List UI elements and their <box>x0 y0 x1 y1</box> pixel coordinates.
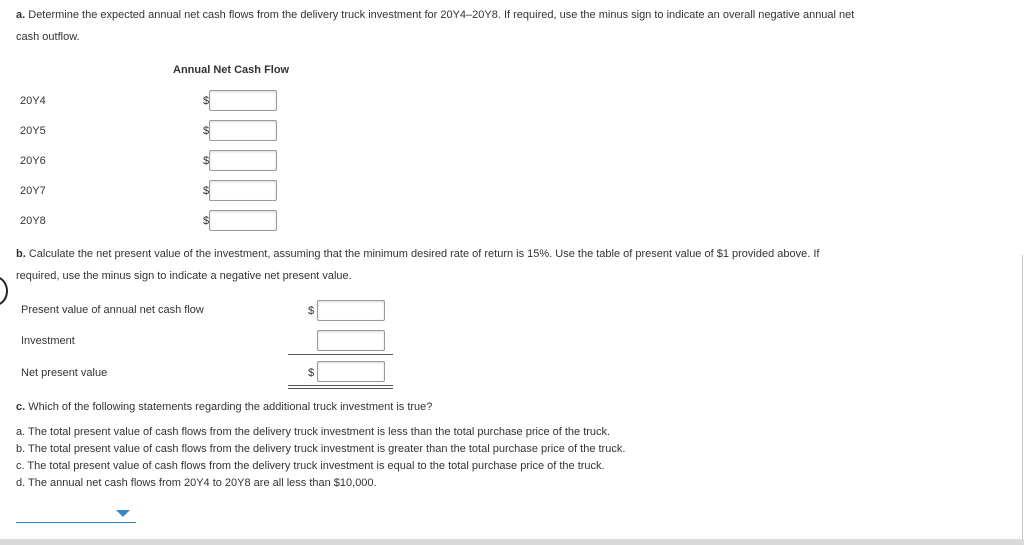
year-label-20y8: 20Y8 <box>20 215 46 227</box>
option-d <box>16 477 377 489</box>
currency-symbol: $ <box>203 215 210 227</box>
currency-symbol: $ <box>308 367 315 379</box>
right-edge-divider <box>1022 255 1023 540</box>
part-a-text-line1: Determine the expected annual net cash flows from the delivery truck investment for 20Y4–20Y8. If required, use the minus sign to indicate an overall negative annual net <box>28 9 855 21</box>
part-c-question-text: Which of the following statements regarding the additional truck investment is true? <box>28 401 433 413</box>
currency-symbol: $ <box>308 305 315 317</box>
option-text: The total present value of cash flows from the delivery truck investment is equal to the total purchase price of the truck. <box>27 460 605 472</box>
option-text: The annual net cash flows from 20Y4 to 20Y8 are all less than $10,000. <box>28 477 377 489</box>
option-letter: a. <box>16 426 26 438</box>
bottom-scrollbar[interactable] <box>0 539 1024 545</box>
part-b-instructions-line1 <box>16 243 819 265</box>
part-a-instructions-line1 <box>16 4 854 26</box>
part-a-prefix: a. <box>16 9 26 21</box>
cash-flow-input-20y8[interactable] <box>209 210 277 231</box>
investment-input[interactable] <box>317 330 385 351</box>
option-b <box>16 443 625 455</box>
cash-flow-input-20y5[interactable] <box>209 120 277 141</box>
part-b-prefix: b. <box>16 248 26 260</box>
currency-symbol: $ <box>203 125 210 137</box>
pv-annual-net-cash-flow-input[interactable] <box>317 300 385 321</box>
currency-symbol: $ <box>203 95 210 107</box>
part-b-text-line1: Calculate the net present value of the investment, assuming that the minimum desired rate of return is 15%. Use the table of present value of $1 provided above. If <box>28 248 820 260</box>
left-edge-arc <box>0 276 8 306</box>
option-c <box>16 460 605 472</box>
part-c-prefix: c. <box>16 401 26 413</box>
part-c-question <box>16 401 432 413</box>
cash-flow-input-20y4[interactable] <box>209 90 277 111</box>
annual-net-cash-flow-header: Annual Net Cash Flow <box>173 64 290 76</box>
year-label-20y7: 20Y7 <box>20 185 46 197</box>
year-label-20y5: 20Y5 <box>20 125 46 137</box>
currency-symbol: $ <box>203 185 210 197</box>
npv-input[interactable] <box>317 361 385 382</box>
option-a <box>16 426 610 438</box>
subtotal-rule <box>288 354 393 355</box>
currency-symbol: $ <box>203 155 210 167</box>
cash-flow-input-20y7[interactable] <box>209 180 277 201</box>
chevron-down-icon[interactable] <box>116 510 130 517</box>
cash-flow-input-20y6[interactable] <box>209 150 277 171</box>
total-double-rule-bottom <box>288 388 393 389</box>
part-b-text-line2: required, use the minus sign to indicate a negative net present value. <box>16 270 352 282</box>
option-text: The total present value of cash flows from the delivery truck investment is greater than the total purchase price of the truck. <box>28 443 626 455</box>
option-text: The total present value of cash flows from the delivery truck investment is less than the total purchase price of the truck. <box>28 426 611 438</box>
total-double-rule-top <box>288 385 393 386</box>
year-label-20y6: 20Y6 <box>20 155 46 167</box>
investment-label: Investment <box>21 335 75 347</box>
option-letter: c. <box>16 460 25 472</box>
part-a-text-line2: cash outflow. <box>16 31 80 43</box>
npv-label: Net present value <box>21 367 108 379</box>
pv-annual-net-cash-flow-label: Present value of annual net cash flow <box>21 304 204 316</box>
option-letter: d. <box>16 477 26 489</box>
year-label-20y4: 20Y4 <box>20 95 46 107</box>
answer-select-dropdown[interactable] <box>16 506 136 523</box>
option-letter: b. <box>16 443 26 455</box>
